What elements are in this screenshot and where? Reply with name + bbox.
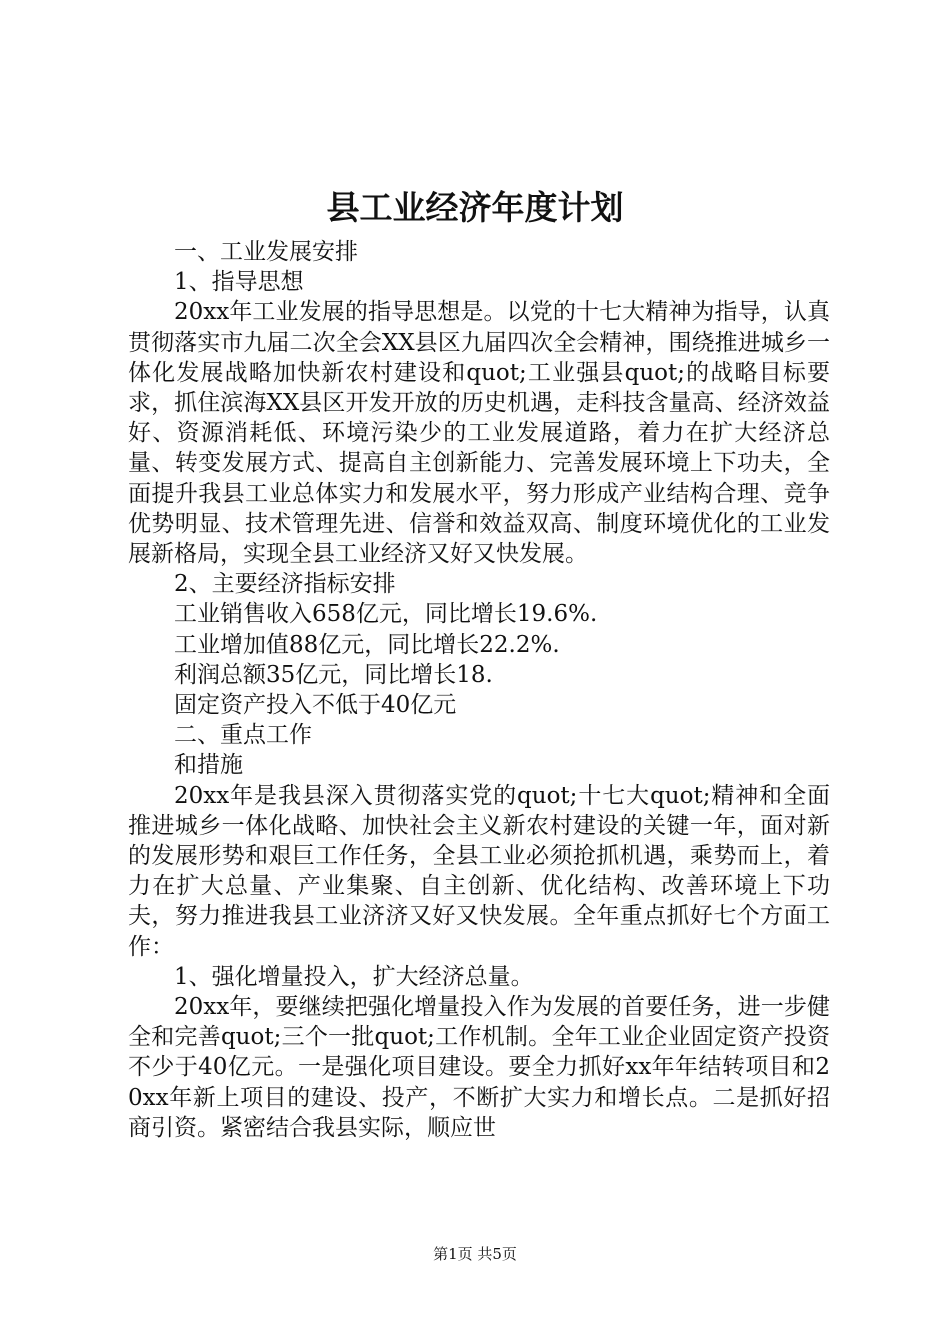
subsection-heading-economic-indicators: 2、主要经济指标安排 bbox=[174, 571, 396, 598]
indicator-value-added: 工业增加值88亿元，同比增长22.2%. bbox=[174, 631, 560, 658]
indicator-sales-revenue: 工业销售收入658亿元，同比增长19.6%. bbox=[174, 601, 598, 628]
section-heading-key-work: 二、重点工作 bbox=[174, 722, 312, 749]
section-heading-industrial-arrangement: 一、工业发展安排 bbox=[174, 239, 358, 265]
subsection-heading-strengthen-investment: 1、强化增量投入，扩大经济总量。 bbox=[174, 963, 534, 990]
paragraph-key-work-overview: 20xx年是我县深入贯彻落实党的quot;十七大quot;精神和全面推进城乡一体化战略、加快社会主义新农村建设的关键一年，面对新的发展形势和艰巨工作任务，全县工业必须抢抓机遇，乘势而上，着力在扩大总量、产业集聚、自主创新、优化结构、改善环境上下功夫，努力推进我县工业济济又好又快发展。全年重点抓好七个方面工作： bbox=[128, 782, 830, 960]
page-footer: 第1页 共5页 bbox=[433, 1245, 517, 1263]
section-heading-measures: 和措施 bbox=[174, 752, 243, 779]
document-body bbox=[128, 237, 830, 1143]
subsection-heading-guiding-ideology: 1、指导思想 bbox=[174, 269, 304, 296]
indicator-fixed-assets: 固定资产投入不低于40亿元 bbox=[174, 692, 457, 719]
paragraph-guiding-ideology: 20xx年工业发展的指导思想是。以党的十七大精神为指导，认真贯彻落实市九届二次全会XX县区九届四次全会精神，围绕推进城乡一体化发展战略加快新农村建设和quot;工业强县quot;的战略目标要求，抓住滨海XX县区开发开放的历史机遇，走科技含量高、经济效益好、资源消耗低、环境污染少的工业发展道路，着力在扩大经济总量、转变发展方式、提高自主创新能力、完善发展环境上下功夫，全面提升我县工业总体实力和发展水平，努力形成产业结构合理、竞争优势明显、技术管理先进、信誉和效益双高、制度环境优化的工业发展新格局，实现全县工业经济又好又快发展。 bbox=[128, 299, 830, 568]
document-title: 县工业经济年度计划 bbox=[326, 188, 624, 227]
indicator-total-profit: 利润总额35亿元，同比增长18. bbox=[174, 661, 493, 688]
paragraph-strengthen-investment: 20xx年，要继续把强化增量投入作为发展的首要任务，进一步健全和完善quot;三个一批quot;工作机制。全年工业企业固定资产投资不少于40亿元。一是强化项目建设。要全力抓好xx年年结转项目和20xx年新上项目的建设、投产，不断扩大实力和增长点。二是抓好招商引资。紧密结合我县实际，顺应世 bbox=[128, 994, 830, 1141]
